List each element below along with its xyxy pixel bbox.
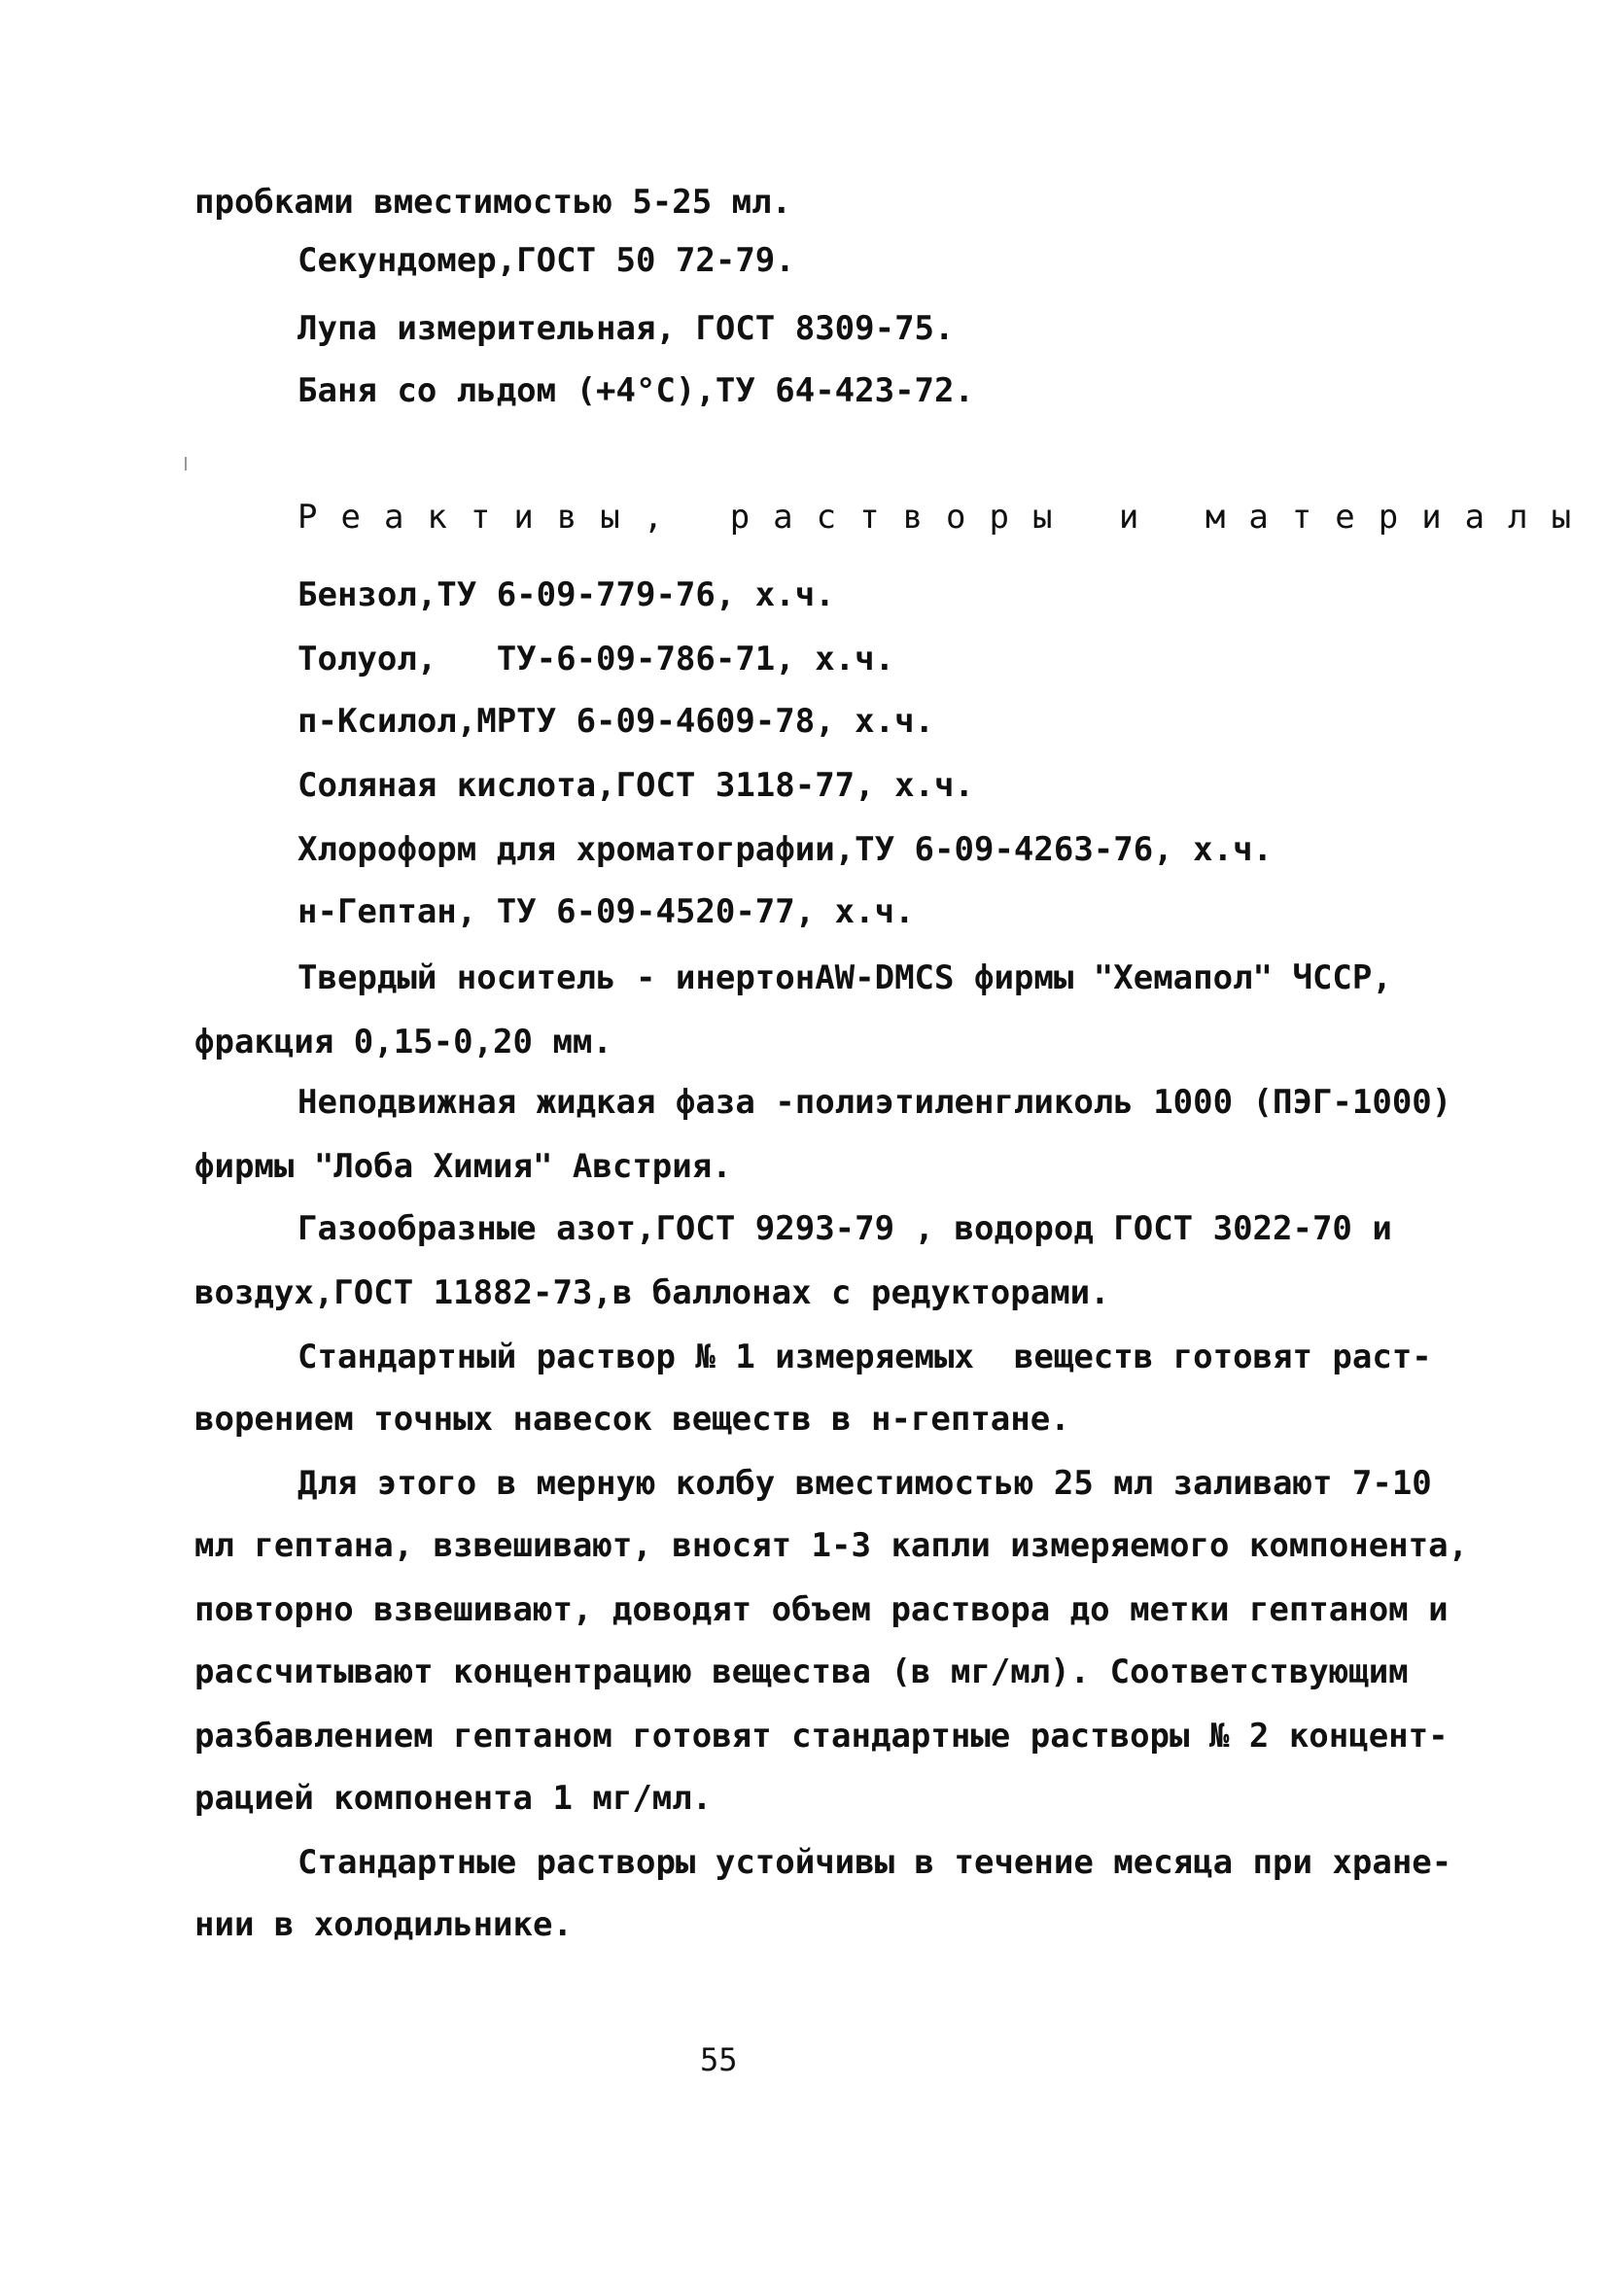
paragraph-line-9: Для этого в мерную колбу вместимостью 25 мл заливают 7-10 bbox=[297, 1464, 1432, 1503]
text-line-top-3: Лупа измерительная, ГОСТ 8309-75. bbox=[297, 309, 955, 348]
reagent-line-5: Хлороформ для хроматографии,ТУ 6-09-4263-76, х.ч. bbox=[297, 830, 1274, 869]
paragraph-line-13: разбавлением гептаном готовят стандартные растворы № 2 концент- bbox=[194, 1717, 1449, 1756]
paragraph-line-15: Стандартные растворы устойчивы в течение месяца при хране- bbox=[297, 1843, 1452, 1882]
reagent-line-1: Бензол,ТУ 6-09-779-76, х.ч. bbox=[297, 575, 835, 614]
paragraph-line-7: Стандартный раствор № 1 измеряемых веществ готовят раст- bbox=[297, 1338, 1432, 1376]
paragraph-line-3: Неподвижная жидкая фаза -полиэтиленгликоль 1000 (ПЭГ-1000) bbox=[297, 1083, 1452, 1122]
margin-mark bbox=[185, 457, 187, 470]
paragraph-line-6: воздух,ГОСТ 11882-73,в баллонах с редукторами. bbox=[194, 1273, 1110, 1312]
paragraph-line-11: повторно взвешивают, доводят объем раствора до метки гептаном и bbox=[194, 1590, 1449, 1629]
paragraph-line-14: рацией компонента 1 мг/мл. bbox=[194, 1779, 713, 1818]
text-line-top-1: пробками вместимостью 5-25 мл. bbox=[194, 183, 792, 222]
paragraph-line-1: Твердый носитель - инертонAW-DMCS фирмы "Хемапол" ЧССР, bbox=[297, 958, 1392, 997]
reagent-line-4: Соляная кислота,ГОСТ 3118-77, х.ч. bbox=[297, 766, 974, 805]
text-line-top-2: Секундомер,ГОСТ 50 72-79. bbox=[297, 241, 795, 280]
reagent-line-3: п-Ксилол,МРТУ 6-09-4609-78, х.ч. bbox=[297, 702, 935, 741]
paragraph-line-16: нии в холодильнике. bbox=[194, 1905, 573, 1944]
paragraph-line-10: мл гептана, взвешивают, вносят 1-3 капли измеряемого компонента, bbox=[194, 1526, 1469, 1565]
paragraph-line-4: фирмы "Лоба Химия" Австрия. bbox=[194, 1147, 732, 1186]
page-number: 55 bbox=[700, 2041, 738, 2078]
text-line-top-4: Баня со льдом (+4°С),ТУ 64-423-72. bbox=[297, 371, 974, 410]
paragraph-line-5: Газообразные азот,ГОСТ 9293-79 , водород ГОСТ 3022-70 и bbox=[297, 1209, 1392, 1248]
reagent-line-6: н-Гептан, ТУ 6-09-4520-77, х.ч. bbox=[297, 892, 915, 931]
section-heading: Реактивы, растворы и материалы bbox=[297, 498, 1595, 537]
paragraph-line-2: фракция 0,15-0,20 мм. bbox=[194, 1023, 612, 1061]
reagent-line-2: Толуол, ТУ-6-09-786-71, х.ч. bbox=[297, 640, 895, 678]
paragraph-line-8: ворением точных навесок веществ в н-гептане. bbox=[194, 1400, 1070, 1439]
paragraph-line-12: рассчитывают концентрацию вещества (в мг/мл). Соответствующим bbox=[194, 1652, 1409, 1691]
